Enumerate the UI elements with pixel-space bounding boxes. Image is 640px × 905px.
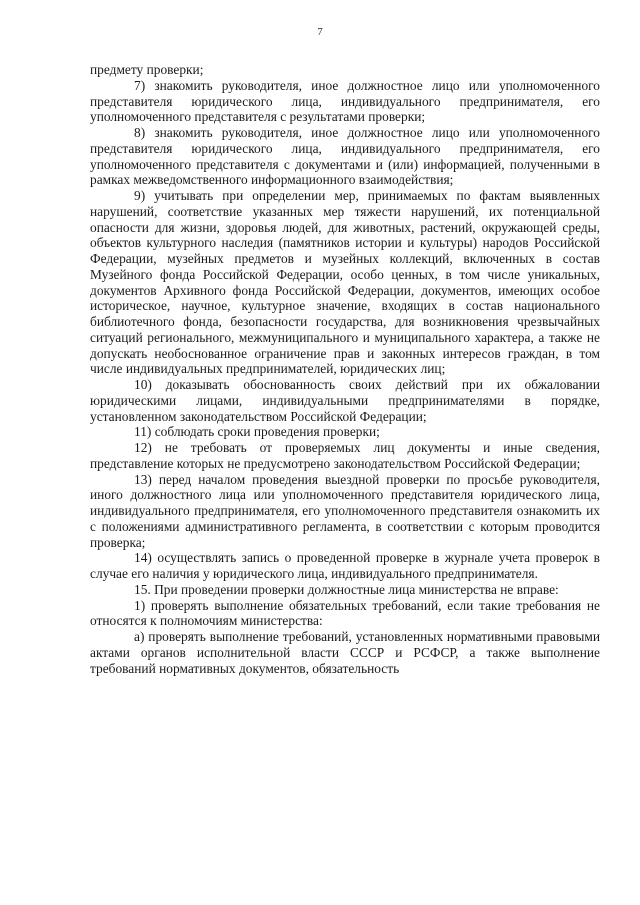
page-number: 7: [317, 26, 323, 38]
paragraph: 13) перед началом проведения выездной проверки по просьбе руководителя, иного должностного лица или уполномоченного представителя юридического лица, индивидуального предпринимателя, его уполномоченного представителя ознакомить их с положениями административного регламента, в соответствии с которым проводится проверка;: [90, 471, 600, 550]
paragraph: 12) не требовать от проверяемых лиц документы и иные сведения, представление которых не предусмотрено законодательством Российской Федерации;: [90, 440, 600, 471]
paragraph: 15. При проведении проверки должностные лица министерства не вправе:: [134, 581, 559, 597]
paragraph: 9) учитывать при определении мер, принимаемых по фактам выявленных нарушений, соответствие указанных мер тяжести нарушений, их потенциальной опасности для жизни, здоровья людей, для животных, растений, окружающей среды, объектов культурного наследия (памятников истории и культуры) народов Российской Федерации, музейных предметов и музейных коллекций, включенных в состав Музейного фонда Российской Федерации, особо ценных, в том числе уникальных, документов Архивного фонда Российской Федерации, документов, имеющих особое историческое, научное, культурное значение, входящих в состав национального библиотечного фонда, безопасности государства, для возникновения чрезвычайных ситуаций регионального, межмуниципального и муниципального характера, а также не допускать необоснованное ограничение прав и законных интересов граждан, в том числе индивидуальных предпринимателей, юридических лиц;: [90, 188, 600, 377]
document-body: [90, 62, 600, 676]
paragraph: 10) доказывать обоснованность своих действий при их обжаловании юридическими лицами, индивидуальными предпринимателями в порядке, установленном законодательством Российской Федерации;: [90, 377, 600, 424]
paragraph: 7) знакомить руководителя, иное должностное лицо или уполномоченного представителя юридического лица, индивидуального предпринимателя, его уполномоченного представителя с результатами проверки;: [90, 77, 600, 125]
paragraph: а) проверять выполнение требований, установленных нормативными правовыми актами органов исполнительной власти СССР и РСФСР, а также выполнение требований нормативных документов, обязательность: [90, 629, 600, 676]
paragraph: 14) осуществлять запись о проведенной проверке в журнале учета проверок в случае его наличия у юридического лица, индивидуального предпринимателя.: [90, 550, 600, 581]
paragraph: предмету проверки;: [90, 62, 204, 77]
paragraph: 11) соблюдать сроки проведения проверки;: [134, 424, 380, 440]
paragraph: 8) знакомить руководителя, иное должностное лицо или уполномоченного представителя юридического лица, индивидуального предпринимателя, его уполномоченного представителя с документами и (или) информацией, полученными в рамках межведомственного информационного взаимодействия;: [90, 125, 600, 188]
paragraph: 1) проверять выполнение обязательных требований, если такие требования не относятся к полномочиям министерства:: [90, 597, 600, 629]
